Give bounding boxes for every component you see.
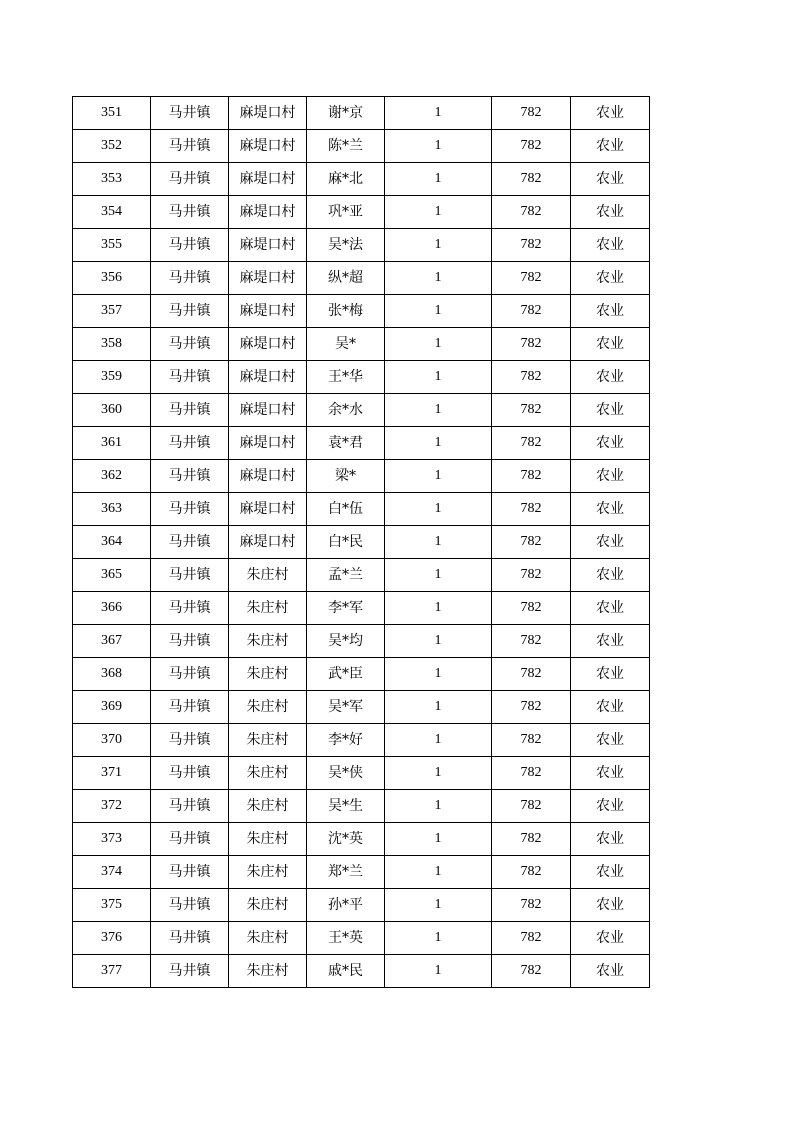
- amount-cell: 782: [492, 262, 571, 295]
- amount-cell: 782: [492, 955, 571, 988]
- village-cell: 麻堤口村: [229, 163, 307, 196]
- household-type-cell: 农业: [571, 823, 650, 856]
- amount-cell: 782: [492, 625, 571, 658]
- table-row: [73, 856, 650, 889]
- town-cell: 马井镇: [151, 163, 229, 196]
- table-row: [73, 592, 650, 625]
- amount-cell: 782: [492, 658, 571, 691]
- table-row: [73, 262, 650, 295]
- row-number-cell: 356: [73, 262, 151, 295]
- village-cell: 麻堤口村: [229, 427, 307, 460]
- amount-cell: 782: [492, 790, 571, 823]
- row-number-cell: 373: [73, 823, 151, 856]
- subsidy-roster-table: [72, 96, 650, 988]
- person-name-cell: 李*好: [307, 724, 385, 757]
- household-type-cell: 农业: [571, 889, 650, 922]
- household-type-cell: 农业: [571, 493, 650, 526]
- town-cell: 马井镇: [151, 361, 229, 394]
- village-cell: 麻堤口村: [229, 196, 307, 229]
- person-name-cell: 吴*侠: [307, 757, 385, 790]
- person-name-cell: 吴*生: [307, 790, 385, 823]
- row-number-cell: 370: [73, 724, 151, 757]
- row-number-cell: 353: [73, 163, 151, 196]
- household-count-cell: 1: [385, 955, 492, 988]
- household-type-cell: 农业: [571, 262, 650, 295]
- household-type-cell: 农业: [571, 196, 650, 229]
- household-count-cell: 1: [385, 658, 492, 691]
- row-number-cell: 363: [73, 493, 151, 526]
- amount-cell: 782: [492, 724, 571, 757]
- person-name-cell: 沈*英: [307, 823, 385, 856]
- household-type-cell: 农业: [571, 460, 650, 493]
- amount-cell: 782: [492, 427, 571, 460]
- household-type-cell: 农业: [571, 790, 650, 823]
- row-number-cell: 375: [73, 889, 151, 922]
- household-type-cell: 农业: [571, 130, 650, 163]
- household-count-cell: 1: [385, 757, 492, 790]
- household-count-cell: 1: [385, 724, 492, 757]
- table-row: [73, 493, 650, 526]
- amount-cell: 782: [492, 460, 571, 493]
- person-name-cell: 梁*: [307, 460, 385, 493]
- household-count-cell: 1: [385, 460, 492, 493]
- village-cell: 朱庄村: [229, 889, 307, 922]
- household-count-cell: 1: [385, 361, 492, 394]
- row-number-cell: 374: [73, 856, 151, 889]
- table-row: [73, 691, 650, 724]
- table-row: [73, 757, 650, 790]
- row-number-cell: 366: [73, 592, 151, 625]
- household-count-cell: 1: [385, 790, 492, 823]
- town-cell: 马井镇: [151, 658, 229, 691]
- village-cell: 麻堤口村: [229, 262, 307, 295]
- table-row: [73, 526, 650, 559]
- row-number-cell: 358: [73, 328, 151, 361]
- row-number-cell: 360: [73, 394, 151, 427]
- village-cell: 麻堤口村: [229, 361, 307, 394]
- village-cell: 朱庄村: [229, 955, 307, 988]
- village-cell: 麻堤口村: [229, 328, 307, 361]
- household-type-cell: 农业: [571, 328, 650, 361]
- table-row: [73, 163, 650, 196]
- amount-cell: 782: [492, 229, 571, 262]
- household-type-cell: 农业: [571, 724, 650, 757]
- amount-cell: 782: [492, 394, 571, 427]
- town-cell: 马井镇: [151, 262, 229, 295]
- town-cell: 马井镇: [151, 526, 229, 559]
- amount-cell: 782: [492, 163, 571, 196]
- amount-cell: 782: [492, 922, 571, 955]
- household-type-cell: 农业: [571, 658, 650, 691]
- amount-cell: 782: [492, 361, 571, 394]
- village-cell: 麻堤口村: [229, 394, 307, 427]
- row-number-cell: 352: [73, 130, 151, 163]
- village-cell: 朱庄村: [229, 724, 307, 757]
- town-cell: 马井镇: [151, 691, 229, 724]
- amount-cell: 782: [492, 856, 571, 889]
- table-row: [73, 295, 650, 328]
- person-name-cell: 白*民: [307, 526, 385, 559]
- household-count-cell: 1: [385, 163, 492, 196]
- row-number-cell: 354: [73, 196, 151, 229]
- household-count-cell: 1: [385, 625, 492, 658]
- village-cell: 朱庄村: [229, 592, 307, 625]
- town-cell: 马井镇: [151, 625, 229, 658]
- village-cell: 麻堤口村: [229, 229, 307, 262]
- village-cell: 麻堤口村: [229, 460, 307, 493]
- amount-cell: 782: [492, 295, 571, 328]
- town-cell: 马井镇: [151, 790, 229, 823]
- household-type-cell: 农业: [571, 691, 650, 724]
- household-type-cell: 农业: [571, 757, 650, 790]
- household-count-cell: 1: [385, 691, 492, 724]
- household-type-cell: 农业: [571, 394, 650, 427]
- village-cell: 朱庄村: [229, 691, 307, 724]
- amount-cell: 782: [492, 823, 571, 856]
- town-cell: 马井镇: [151, 460, 229, 493]
- amount-cell: 782: [492, 328, 571, 361]
- table-row: [73, 790, 650, 823]
- household-count-cell: 1: [385, 97, 492, 130]
- village-cell: 朱庄村: [229, 658, 307, 691]
- town-cell: 马井镇: [151, 427, 229, 460]
- household-count-cell: 1: [385, 922, 492, 955]
- roster-body: [73, 97, 650, 988]
- row-number-cell: 357: [73, 295, 151, 328]
- town-cell: 马井镇: [151, 955, 229, 988]
- household-count-cell: 1: [385, 196, 492, 229]
- town-cell: 马井镇: [151, 295, 229, 328]
- row-number-cell: 365: [73, 559, 151, 592]
- person-name-cell: 戚*民: [307, 955, 385, 988]
- row-number-cell: 351: [73, 97, 151, 130]
- amount-cell: 782: [492, 493, 571, 526]
- household-type-cell: 农业: [571, 97, 650, 130]
- row-number-cell: 367: [73, 625, 151, 658]
- row-number-cell: 359: [73, 361, 151, 394]
- household-count-cell: 1: [385, 130, 492, 163]
- row-number-cell: 369: [73, 691, 151, 724]
- person-name-cell: 余*水: [307, 394, 385, 427]
- household-count-cell: 1: [385, 262, 492, 295]
- amount-cell: 782: [492, 130, 571, 163]
- person-name-cell: 李*军: [307, 592, 385, 625]
- amount-cell: 782: [492, 526, 571, 559]
- village-cell: 朱庄村: [229, 757, 307, 790]
- table-row: [73, 823, 650, 856]
- village-cell: 朱庄村: [229, 823, 307, 856]
- village-cell: 朱庄村: [229, 856, 307, 889]
- person-name-cell: 吴*法: [307, 229, 385, 262]
- row-number-cell: 377: [73, 955, 151, 988]
- person-name-cell: 吴*: [307, 328, 385, 361]
- table-row: [73, 460, 650, 493]
- table-row: [73, 724, 650, 757]
- household-count-cell: 1: [385, 394, 492, 427]
- town-cell: 马井镇: [151, 889, 229, 922]
- amount-cell: 782: [492, 97, 571, 130]
- village-cell: 朱庄村: [229, 559, 307, 592]
- town-cell: 马井镇: [151, 130, 229, 163]
- village-cell: 麻堤口村: [229, 493, 307, 526]
- household-count-cell: 1: [385, 526, 492, 559]
- row-number-cell: 376: [73, 922, 151, 955]
- household-count-cell: 1: [385, 427, 492, 460]
- person-name-cell: 郑*兰: [307, 856, 385, 889]
- amount-cell: 782: [492, 889, 571, 922]
- village-cell: 朱庄村: [229, 922, 307, 955]
- town-cell: 马井镇: [151, 922, 229, 955]
- village-cell: 麻堤口村: [229, 295, 307, 328]
- person-name-cell: 吴*军: [307, 691, 385, 724]
- town-cell: 马井镇: [151, 757, 229, 790]
- household-type-cell: 农业: [571, 295, 650, 328]
- person-name-cell: 孟*兰: [307, 559, 385, 592]
- amount-cell: 782: [492, 559, 571, 592]
- table-row: [73, 658, 650, 691]
- table-row: [73, 889, 650, 922]
- household-type-cell: 农业: [571, 625, 650, 658]
- town-cell: 马井镇: [151, 724, 229, 757]
- household-type-cell: 农业: [571, 922, 650, 955]
- village-cell: 朱庄村: [229, 790, 307, 823]
- town-cell: 马井镇: [151, 592, 229, 625]
- town-cell: 马井镇: [151, 97, 229, 130]
- person-name-cell: 武*臣: [307, 658, 385, 691]
- household-count-cell: 1: [385, 889, 492, 922]
- household-count-cell: 1: [385, 493, 492, 526]
- person-name-cell: 吴*均: [307, 625, 385, 658]
- household-type-cell: 农业: [571, 229, 650, 262]
- town-cell: 马井镇: [151, 394, 229, 427]
- town-cell: 马井镇: [151, 856, 229, 889]
- village-cell: 麻堤口村: [229, 526, 307, 559]
- village-cell: 麻堤口村: [229, 97, 307, 130]
- household-type-cell: 农业: [571, 955, 650, 988]
- person-name-cell: 巩*亚: [307, 196, 385, 229]
- person-name-cell: 王*华: [307, 361, 385, 394]
- table-row: [73, 559, 650, 592]
- table-row: [73, 955, 650, 988]
- amount-cell: 782: [492, 757, 571, 790]
- person-name-cell: 王*英: [307, 922, 385, 955]
- village-cell: 麻堤口村: [229, 130, 307, 163]
- row-number-cell: 361: [73, 427, 151, 460]
- person-name-cell: 陈*兰: [307, 130, 385, 163]
- row-number-cell: 368: [73, 658, 151, 691]
- town-cell: 马井镇: [151, 328, 229, 361]
- household-count-cell: 1: [385, 823, 492, 856]
- table-row: [73, 625, 650, 658]
- town-cell: 马井镇: [151, 196, 229, 229]
- household-count-cell: 1: [385, 328, 492, 361]
- household-count-cell: 1: [385, 592, 492, 625]
- amount-cell: 782: [492, 592, 571, 625]
- amount-cell: 782: [492, 196, 571, 229]
- table-row: [73, 229, 650, 262]
- household-count-cell: 1: [385, 559, 492, 592]
- village-cell: 朱庄村: [229, 625, 307, 658]
- table-row: [73, 97, 650, 130]
- row-number-cell: 364: [73, 526, 151, 559]
- person-name-cell: 张*梅: [307, 295, 385, 328]
- person-name-cell: 袁*君: [307, 427, 385, 460]
- person-name-cell: 谢*京: [307, 97, 385, 130]
- person-name-cell: 麻*北: [307, 163, 385, 196]
- household-count-cell: 1: [385, 229, 492, 262]
- row-number-cell: 362: [73, 460, 151, 493]
- table-row: [73, 130, 650, 163]
- household-type-cell: 农业: [571, 559, 650, 592]
- amount-cell: 782: [492, 691, 571, 724]
- household-count-cell: 1: [385, 856, 492, 889]
- household-type-cell: 农业: [571, 361, 650, 394]
- town-cell: 马井镇: [151, 493, 229, 526]
- household-count-cell: 1: [385, 295, 492, 328]
- table-row: [73, 427, 650, 460]
- table-row: [73, 196, 650, 229]
- town-cell: 马井镇: [151, 823, 229, 856]
- town-cell: 马井镇: [151, 229, 229, 262]
- household-type-cell: 农业: [571, 526, 650, 559]
- person-name-cell: 孙*平: [307, 889, 385, 922]
- town-cell: 马井镇: [151, 559, 229, 592]
- person-name-cell: 纵*超: [307, 262, 385, 295]
- row-number-cell: 372: [73, 790, 151, 823]
- table-row: [73, 361, 650, 394]
- table-row: [73, 394, 650, 427]
- household-type-cell: 农业: [571, 856, 650, 889]
- person-name-cell: 白*伍: [307, 493, 385, 526]
- row-number-cell: 371: [73, 757, 151, 790]
- table-row: [73, 328, 650, 361]
- household-type-cell: 农业: [571, 427, 650, 460]
- household-type-cell: 农业: [571, 163, 650, 196]
- table-row: [73, 922, 650, 955]
- household-type-cell: 农业: [571, 592, 650, 625]
- row-number-cell: 355: [73, 229, 151, 262]
